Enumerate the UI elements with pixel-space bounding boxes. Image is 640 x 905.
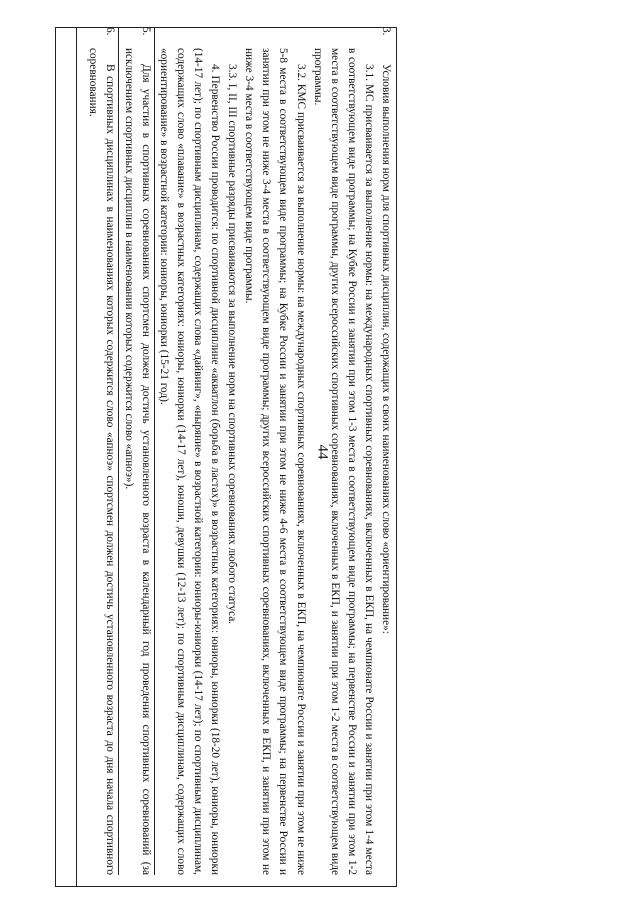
rotated-table-content xyxy=(75,27,397,887)
section-number: 5. xyxy=(139,27,152,36)
section-number: 3. xyxy=(380,27,392,36)
section-number xyxy=(309,27,377,48)
section-text: 3.1. МС присваивается за выполнение нормы: на международных спортивных соревнованиях, включенных в ЕКП, на чемпионате России и занятии при этом 1-4 места в соответствующем виде программы; на Кубке России и занятии при этом 1-3 места в соответствующем виде программы; на первенстве России и занятии при этом 1-2 места в соответствующем виде программы, других всероссийских спортивных соревнованиях, включенных в ЕКП, и занятии при этом 1-2 места в соответствующем виде программы. xyxy=(311,48,375,875)
section-3 xyxy=(377,27,394,875)
section-text: 3.2. КМС присваивается за выполнение нормы: на международных спортивных соревнованиях, включенных в ЕКП, на чемпионате России и занятии при этом не ниже 5-8 места в соответствующем виде программы; на Кубке России и занятии при этом не ниже 4-6 места в соответствующем виде программы; на первенстве России и занятии при этом не ниже 3-4 места в соответствующем виде программы; других всероссийских спортивных соревнованиях, включенных в ЕКП, и занятии при этом не ниже 3-4 места в соответствующем виде программы. xyxy=(243,48,307,875)
page-number: 44 xyxy=(314,444,331,460)
section-text: 4. Первенство России проводится: по спортивной дисциплине «акватлон (борьба в ластах)» в возрастных категориях: юниоры, юниорки (18-20 лет), юниоры, юниорки (14-17 лет); по спортивным дисциплинам, содержащих слова «дайвинг», «ныряние» в возрастной категории: юниоры-юниорки (14-17 лет); по спортивным дисциплинам, содержащих слово «плавание» в возрастных категориях: юниоры, юниорки (14-17 лет), юноши, девушки (12-13 лет); по спортивным дисциплинам, содержащих слово «ориентирование» в возрастной категории: юниоры, юниорки (15-21 год). xyxy=(157,48,222,875)
section-text: 3.3. I, II, III спортивные разряды присваиваются за выполнение норм на спортивных соревнованиях любого статуса. xyxy=(226,64,239,625)
section-number xyxy=(240,27,308,48)
section-3-1 xyxy=(309,27,377,875)
section-text: Условия выполнения норм для спортивных дисциплин, содержащих в своих наименованиях слово «ориентирование»: xyxy=(380,64,392,634)
table-body xyxy=(75,27,397,887)
section-5 xyxy=(120,27,155,875)
section-number xyxy=(223,27,240,48)
section-text: Для участия в спортивных соревнованиях спортсмен должен достичь установленного возраста в календарный год проведения спортивных соревнований (за исключением спортивных дисциплин в наименовании которых содержится слово «апноэ»). xyxy=(122,48,152,875)
section-6 xyxy=(84,27,119,875)
section-3-3 xyxy=(223,27,240,875)
section-text: В спортивных дисциплинах в наименованиях которых содержится слово «апноэ» спортсмен должен достичь установленного возраста до дня начала спортивного соревнования. xyxy=(87,48,117,875)
section-number xyxy=(155,27,223,48)
section-number: 6. xyxy=(104,27,117,36)
section-4 xyxy=(155,27,223,875)
section-3-2 xyxy=(240,27,308,875)
